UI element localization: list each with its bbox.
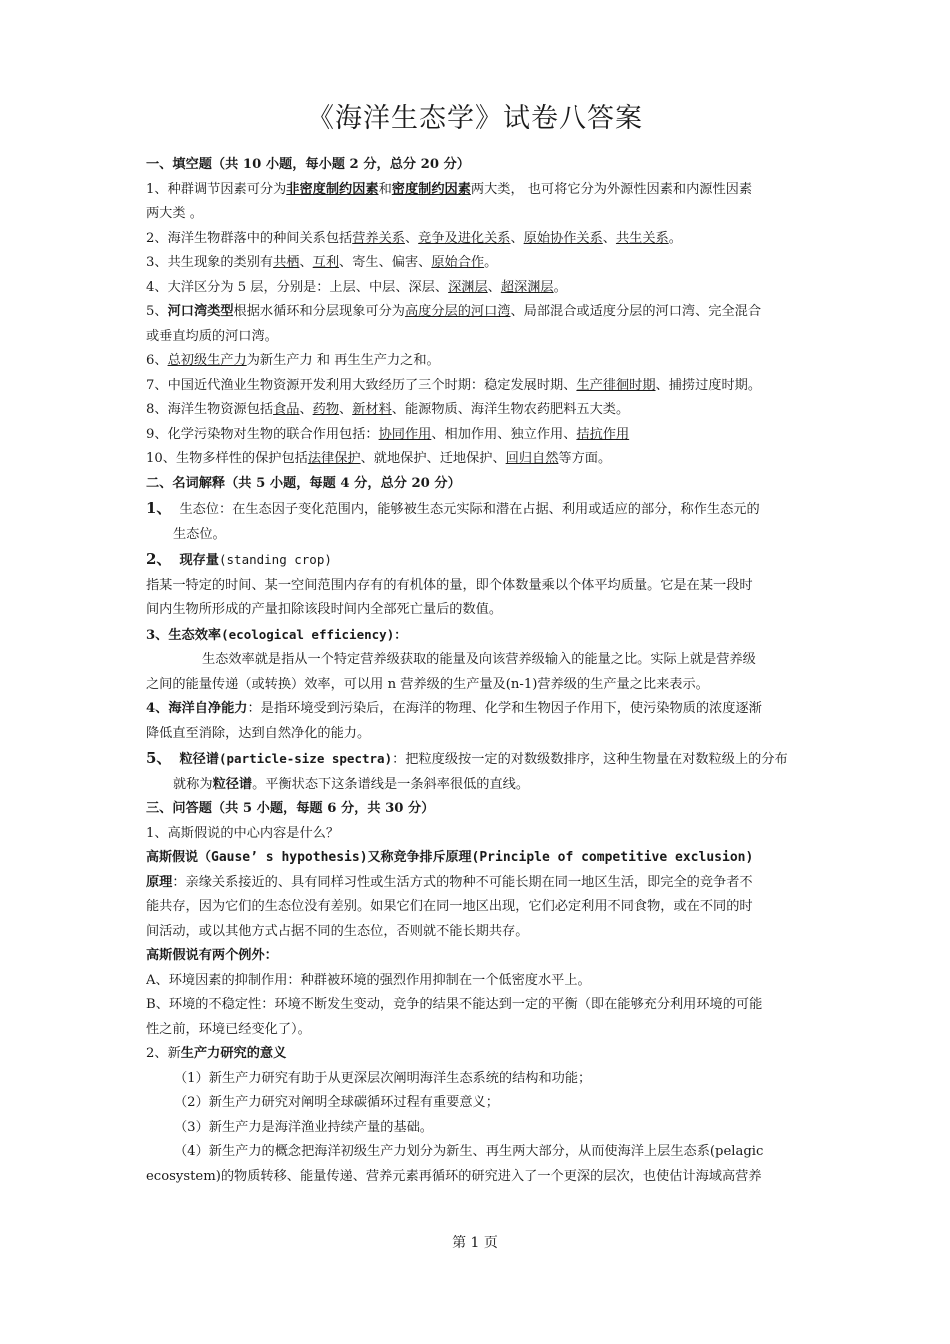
fill-q5: 5、河口湾类型根据水循环和分层现象可分为高度分层的河口湾、局部混合或适度分层的河口湾、完全混合 bbox=[146, 304, 762, 319]
gause-principle-cont-1: 能共存，因为它们的生态位没有差别。如果它们在同一地区出现，它们必定利用不同食物，或在不同的时 bbox=[146, 899, 753, 914]
exception-b: B、环境的不稳定性：环境不断发生变动，竞争的结果不能达到一定的平衡（即在能够充分利用环境的可能 bbox=[146, 997, 763, 1012]
point-1: （1）新生产力研究有助于从更深层次阐明海洋生态系统的结构和功能； bbox=[174, 1070, 592, 1086]
fill-q6: 6、总初级生产力为新生产力 和 再生生产力之和。 bbox=[146, 353, 440, 368]
gause-exceptions-heading: 高斯假说有两个例外： bbox=[146, 948, 278, 963]
term-3-def-cont: 之间的能量传递（或转换）效率，可以用 n 营养级的生产量及(n-1)营养级的生产量之比来表示。 bbox=[146, 676, 709, 692]
term-5: 5、 粒径谱(particle-size spectra)：把粒度级按一定的对数级数排序，这种生物量在对数粒级上的分布 bbox=[146, 749, 788, 767]
point-4: （4）新生产力的概念把海洋初级生产力划分为新生、再生两大部分，从而使海洋上层生态系(pelagic bbox=[174, 1144, 764, 1159]
point-4-cont: ecosystem)的物质转移、能量传递、营养元素再循环的研究进入了一个更深的层次，也使估计海域高营养 bbox=[146, 1168, 762, 1184]
term-2-def-cont: 间内生物所形成的产量扣除该段时间内全部死亡量后的数值。 bbox=[146, 602, 503, 617]
gause-principle-cont-2: 间活动，或以其他方式占据不同的生态位，否则就不能长期共存。 bbox=[146, 923, 529, 939]
term-3: 3、生态效率(ecological efficiency)： bbox=[146, 626, 407, 643]
term-1-cont: 生态位。 bbox=[173, 526, 226, 542]
term-4-cont: 降低直至消除，达到自然净化的能力。 bbox=[146, 725, 371, 741]
term-3-def: 生态效率就是指从一个特定营养级获取的能量及向该营养级输入的能量之比。实际上就是营养级 bbox=[202, 652, 756, 667]
exception-b-cont: 性之前，环境已经变化了）。 bbox=[146, 1021, 311, 1037]
fill-q8: 8、海洋生物资源包括食品、药物、新材料、能源物质、海洋生物农药肥料五大类。 bbox=[146, 402, 630, 417]
document-title: 《海洋生态学》试卷八答案 bbox=[307, 103, 643, 134]
fill-q4: 4、大洋区分为 5 层，分别是：上层、中层、深层、深渊层、超深渊层。 bbox=[146, 279, 567, 295]
term-2-def: 指某一特定的时间、某一空间范围内存有的有机体的量，即个体数量乘以个体平均质量。它是在某一段时 bbox=[146, 577, 753, 593]
qa-1-question: 1、高斯假说的中心内容是什么？ bbox=[146, 825, 340, 841]
page-number: 第 1 页 bbox=[452, 1235, 498, 1251]
point-3: （3）新生产力是海洋渔业持续产量的基础。 bbox=[174, 1119, 433, 1135]
fill-q5-cont: 或垂直均质的河口湾。 bbox=[146, 328, 278, 344]
fill-q1-cont: 两大类 。 bbox=[146, 206, 203, 221]
section-1-heading: 一、填空题（共 10 小题，每小题 2 分，总分 20 分） bbox=[146, 157, 470, 172]
term-5-cont: 就称为粒径谱。平衡状态下这条谱线是一条斜率很低的直线。 bbox=[173, 776, 530, 792]
qa-2-question: 2、新生产力研究的意义 bbox=[146, 1046, 287, 1061]
point-2: （2）新生产力研究对阐明全球碳循环过程有重要意义； bbox=[174, 1095, 499, 1110]
exception-a: A、环境因素的抑制作用：种群被环境的强烈作用抑制在一个低密度水平上。 bbox=[146, 972, 591, 988]
fill-q10: 10、生物多样性的保护包括法律保护、就地保护、迁地保护、回归自然等方面。 bbox=[146, 451, 612, 466]
fill-q7: 7、中国近代渔业生物资源开发利用大致经历了三个时期：稳定发展时期、生产徘徊时期、捕捞过度时期。 bbox=[146, 377, 762, 393]
fill-q1: 1、种群调节因素可分为非密度制约因素和密度制约因素两大类， 也可将它分为外源性因素和内源性因素 bbox=[146, 181, 753, 197]
term-4: 4、海洋自净能力：是指环境受到污染后，在海洋的物理、化学和生物因子作用下，使污染物质的浓度逐渐 bbox=[146, 701, 762, 716]
term-2: 2、 现存量(standing crop) bbox=[146, 550, 332, 568]
fill-q3: 3、共生现象的类别有共栖、互利、寄生、偏害、原始合作。 bbox=[146, 255, 498, 270]
term-1: 1、 生态位：在生态因子变化范围内，能够被生态元实际和潜在占据、利用或适应的部分，称作生态元的 bbox=[146, 499, 760, 517]
gause-definition: 高斯假说（Gause’ s hypothesis)又称竞争排斥原理(Principle of competitive exclusion) bbox=[146, 850, 754, 865]
section-2-heading: 二、名词解释（共 5 小题，每题 4 分，总分 20 分） bbox=[146, 475, 461, 491]
document-body bbox=[146, 153, 811, 1189]
gause-principle: 原理：亲缘关系接近的、具有同样习性或生活方式的物种不可能长期在同一地区生活，即完全的竞争者不 bbox=[146, 874, 753, 890]
section-3-heading: 三、问答题（共 5 小题，每题 6 分，共 30 分） bbox=[146, 801, 435, 816]
fill-q9: 9、化学污染物对生物的联合作用包括：协同作用、相加作用、独立作用、拮抗作用 bbox=[146, 426, 630, 442]
fill-q2: 2、海洋生物群落中的种间关系包括营养关系、竞争及进化关系、原始协作关系、共生关系。 bbox=[146, 230, 682, 246]
